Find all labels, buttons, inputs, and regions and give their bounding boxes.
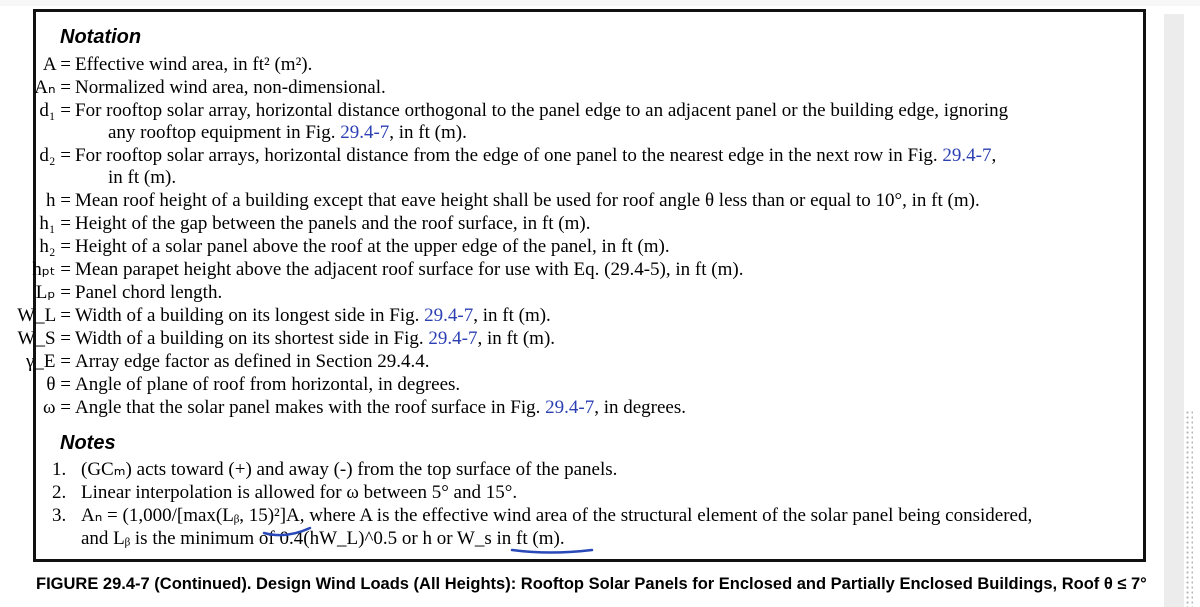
symbol-omega: ω = — [43, 397, 71, 418]
top-toolbar-strip — [0, 0, 1200, 6]
d1-cont-text: any rooftop equipment in Fig. — [108, 122, 341, 143]
definition-lp: Panel chord length. — [75, 282, 223, 303]
definition-hpt: Mean parapet height above the adjacent roof surface for use with Eq. (29.4-5), in ft (m). — [75, 259, 744, 280]
symbol-gamma: γ_E = — [26, 351, 71, 372]
ws-text: Width of a building on its shortest side in Fig. — [75, 328, 429, 349]
note-number: 3. — [52, 505, 67, 526]
omega-text: Angle that the solar panel makes with the roof surface in Fig. — [75, 397, 546, 418]
figure-link[interactable]: 29.4-7 — [340, 122, 390, 143]
definition-h: Mean roof height of a building except that eave height shall be used for roof angle θ less than or equal to 10°, in ft (m). — [75, 190, 980, 211]
figure-link[interactable]: 29.4-7 — [942, 145, 992, 166]
figure-link[interactable]: 29.4-7 — [424, 305, 474, 326]
omega-tail: , in degrees. — [594, 397, 687, 418]
figure-link[interactable]: 29.4-7 — [428, 328, 478, 349]
definition-an: Normalized wind area, non-dimensional. — [75, 77, 386, 98]
definition-h1: Height of the gap between the panels and the roof surface, in ft (m). — [75, 213, 591, 234]
symbol-h1: h₁ = — [39, 213, 71, 234]
figure-link[interactable]: 29.4-7 — [545, 397, 595, 418]
pen-underline-units — [512, 550, 592, 553]
ws-tail: , in ft (m). — [477, 328, 556, 349]
note-number: 1. — [52, 459, 67, 480]
definition-gamma: Array edge factor as defined in Section 29.4.4. — [75, 351, 430, 372]
note-1-text: (GCₘ) acts toward (+) and away (-) from the top surface of the panels. — [81, 459, 618, 480]
definition-d1: For rooftop solar array, horizontal distance orthogonal to the panel edge to an adjacent panel or the building edge, ignoring — [75, 100, 1009, 121]
d2-comma: , — [991, 145, 997, 166]
definition-theta: Angle of plane of roof from horizontal, in degrees. — [75, 374, 461, 395]
symbol-h: h = — [46, 190, 71, 211]
symbol-lp: Lₚ = — [35, 282, 71, 303]
note-3-text: Aₙ = (1,000/[max(Lᵦ, 15)²]A, where A is the effective wind area of the structural element of the solar panel being considered, — [81, 505, 1033, 526]
definition-d1-continued — [108, 122, 467, 144]
definition-d2 — [75, 145, 996, 167]
symbol-a: A = — [42, 54, 71, 75]
definition-ws — [75, 328, 555, 350]
wl-tail: , in ft (m). — [473, 305, 551, 326]
symbol-ws: W_S = — [17, 328, 71, 349]
note-3-continued: and Lᵦ is the minimum of 0.4(hW_L)^0.5 or h or W_s in ft (m). — [81, 528, 565, 549]
definition-omega — [75, 397, 686, 419]
definition-wl — [75, 305, 551, 327]
pen-annotation — [230, 517, 650, 557]
d1-cont-tail: , in ft (m). — [389, 122, 467, 143]
d2-text: For rooftop solar arrays, horizontal distance from the edge of one panel to the nearest edge in the next row in Fig. — [75, 145, 943, 166]
note-2-text: Linear interpolation is allowed for ω between 5° and 15°. — [81, 482, 518, 503]
symbol-d2: d₂ = — [39, 145, 71, 166]
definition-d2-continued: in ft (m). — [108, 167, 177, 188]
vertical-scrollbar[interactable] — [1164, 14, 1184, 607]
definition-a: Effective wind area, in ft² (m²). — [75, 54, 313, 75]
note-number: 2. — [52, 482, 67, 503]
definition-h2: Height of a solar panel above the roof at the upper edge of the panel, in ft (m). — [75, 236, 670, 257]
symbol-an: Aₙ = — [34, 77, 71, 98]
notation-heading: Notation — [60, 26, 142, 48]
symbol-theta: θ = — [46, 374, 71, 395]
symbol-hpt: hₚₜ = — [32, 259, 71, 280]
symbol-h2: h₂ = — [39, 236, 71, 257]
figure-caption: FIGURE 29.4-7 (Continued). Design Wind Loads (All Heights): Rooftop Solar Panels for Enclosed and Partially Enclosed Buildings, Roof θ ≤ 7° — [36, 575, 1147, 593]
wl-text: Width of a building on its longest side in Fig. — [75, 305, 425, 326]
pen-underline-15 — [264, 528, 310, 535]
symbol-wl: W_L = — [17, 305, 71, 326]
notes-heading: Notes — [60, 432, 116, 454]
symbol-d1: d₁ = — [39, 100, 71, 121]
page-edge-texture — [1185, 410, 1193, 607]
